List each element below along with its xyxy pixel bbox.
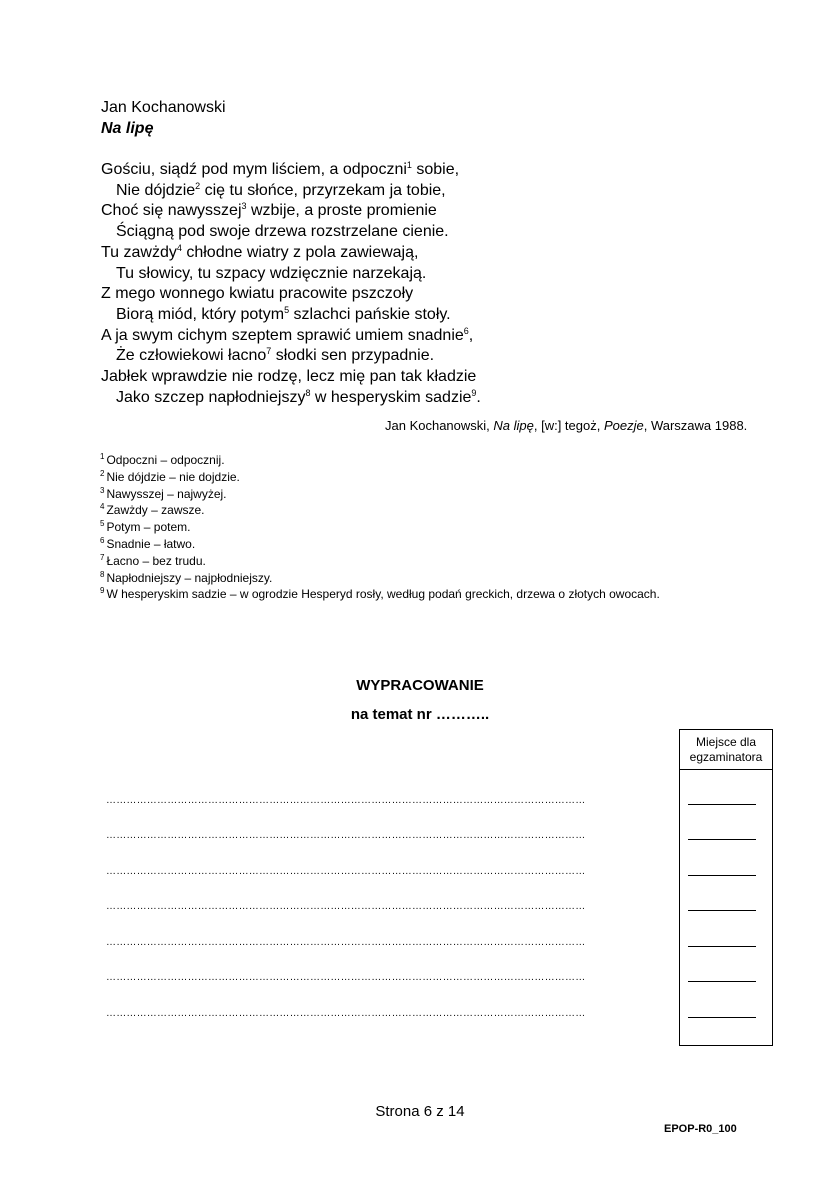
footnotes [100,452,660,603]
score-line[interactable] [688,839,756,840]
examiner-header [680,730,772,770]
score-line[interactable] [688,981,756,982]
score-line[interactable] [688,946,756,947]
score-line[interactable] [688,804,756,805]
score-line[interactable] [688,910,756,911]
poem-line: Nie dójdzie$^2$ cię tu słońce, przyrzekam ja tobie, [116,180,446,199]
poem-line: Ściągną pod swoje drzewa rozstrzelane cienie. [116,223,449,241]
writing-line[interactable]: …………………………………………………………………………………………………………………………… [106,938,586,948]
essay-heading: WYPRACOWANIE [356,677,484,694]
poem-line: Tu zawżdy$^4$ chłodne wiatry z pola zawiewają, [101,242,419,261]
footnote: $^2$ Nie dójdzie – nie dojdzie. [100,468,240,484]
poem-line: Jako szczep napłodniejszy$^8$ w hesperyskim sadzie$^9$. [116,387,481,406]
writing-line[interactable]: …………………………………………………………………………………………………………………………… [106,831,586,841]
poem-text [101,160,481,408]
poem-source: Jan Kochanowski, Na lipę, [w:] tegoż, Poezje, Warszawa 1988. [385,418,748,433]
writing-line[interactable]: …………………………………………………………………………………………………………………………… [106,973,586,983]
footnote: $^8$ Napłodniejszy – najpłodniejszy. [100,569,273,585]
essay-topic: na temat nr ……….. [350,706,490,723]
poem-line: Choć się nawysszej$^3$ wzbije, a proste promienie [101,201,437,220]
writing-line[interactable]: …………………………………………………………………………………………………………………………… [106,902,586,912]
writing-line[interactable]: …………………………………………………………………………………………………………………………… [106,796,586,806]
page-number: Strona 6 z 14 [375,1103,465,1120]
footnote: $^6$ Snadnie – łatwo. [100,535,196,551]
examiner-label: Miejsce dla [695,735,757,749]
score-line[interactable] [688,875,756,876]
footnote: $^1$ Odpoczni – odpocznij. [100,452,225,467]
writing-line[interactable]: …………………………………………………………………………………………………………………………… [106,1009,586,1019]
writing-line[interactable]: …………………………………………………………………………………………………………………………… [106,867,586,877]
poem-line: Tu słowicy, tu szpacy wdzięcznie narzekają. [116,264,427,282]
poem-line: Biorą miód, który potym$^5$ szlachci pańskie stoły. [116,304,451,323]
poem-line: Gościu, siądź pod mym liściem, a odpoczni$^1$ sobie, [101,160,460,178]
score-line[interactable] [688,1017,756,1018]
examiner-box [679,729,773,1046]
footnote: $^4$ Zawżdy – zawsze. [100,502,205,518]
poem-title: Na lipę [101,120,154,137]
footnote: $^7$ Łacno – bez trudu. [100,552,206,568]
footnote: $^3$ Nawysszej – najwyżej. [100,485,227,501]
poem-line: Z mego wonnego kwiatu pracowite pszczoły [101,285,414,303]
poem-author: Jan Kochanowski [101,99,226,116]
footnote: $^9$ W hesperyskim sadzie – w ogrodzie Hesperyd rosły, według podań greckich, drzewa o złotych owocach. [100,586,660,602]
poem-line: A ja swym cichym szeptem sprawić umiem snadnie$^6$, [101,325,474,344]
examiner-label: egzaminatora [689,750,763,764]
exam-code: EPOP-R0_100 [664,1123,737,1135]
footnote: $^5$ Potym – potem. [100,519,191,535]
poem-line: Jabłek wprawdzie nie rodzę, lecz mię pan tak kładzie [101,368,477,386]
poem-line: Że człowiekowi łacno$^7$ słodki sen przypadnie. [116,346,435,365]
